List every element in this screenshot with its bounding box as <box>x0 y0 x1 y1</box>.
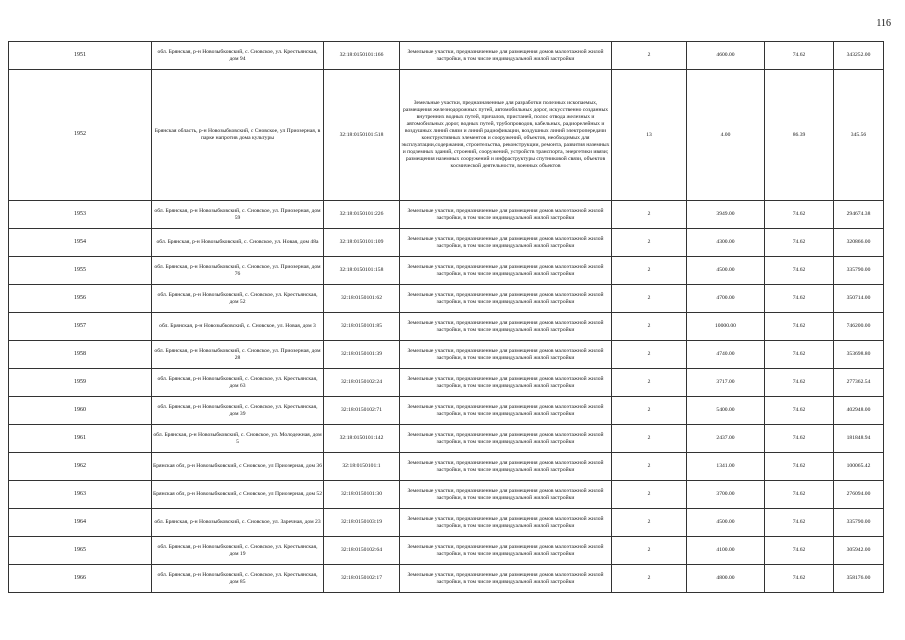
address-cell: Брянская обл, р-н Новозыбковский, с Сновское, ул Приозерная, дом 52 <box>152 481 324 509</box>
address-cell: обл. Брянская, р-н Новозыбковский, с. Сновское, ул. Новая, дом 3 <box>152 313 324 341</box>
cadastral-number-cell: 32:18:0150101:158 <box>324 257 400 285</box>
rate-cell: 86.39 <box>765 70 834 201</box>
address-cell: обл. Брянская, р-н Новозыбковский, с. Сновское, ул. Приозерная, дом 28 <box>152 341 324 369</box>
cadastral-number-cell: 32:18:0150102:71 <box>324 397 400 425</box>
row-number-cell: 1963 <box>9 481 152 509</box>
cadastral-value-cell: 305942.00 <box>834 537 884 565</box>
table-row <box>9 70 884 201</box>
cadastral-value-cell: 746200.00 <box>834 313 884 341</box>
land-purpose-cell: Земельные участки, предназначенные для размещения домов малоэтажной жилой застройки, в том числе индивидуальной жилой застройки <box>400 313 612 341</box>
table-row <box>9 425 884 453</box>
row-number-cell: 1951 <box>9 42 152 70</box>
group-cell: 2 <box>612 565 687 593</box>
address-cell: обл. Брянская, р-н Новозыбковский, с. Сновское, ул. Молодежная, дом 5 <box>152 425 324 453</box>
address-cell: Брянская обл, р-н Новозыбковский, с Сновское, ул Приозерная, дом 36 <box>152 453 324 481</box>
row-number-cell: 1956 <box>9 285 152 313</box>
row-number-cell: 1961 <box>9 425 152 453</box>
row-number-cell: 1964 <box>9 509 152 537</box>
group-cell: 2 <box>612 453 687 481</box>
area-cell: 4100.00 <box>687 537 765 565</box>
cadastral-value-cell: 343252.00 <box>834 42 884 70</box>
land-purpose-cell: Земельные участки, предназначенные для размещения домов малоэтажной жилой застройки, в том числе индивидуальной жилой застройки <box>400 229 612 257</box>
area-cell: 3717.00 <box>687 369 765 397</box>
cadastral-value-cell: 277362.54 <box>834 369 884 397</box>
row-number-cell: 1965 <box>9 537 152 565</box>
table-row <box>9 397 884 425</box>
row-number-cell: 1955 <box>9 257 152 285</box>
table-row <box>9 341 884 369</box>
cadastral-value-cell: 353698.80 <box>834 341 884 369</box>
group-cell: 13 <box>612 70 687 201</box>
page-number: 116 <box>876 18 891 29</box>
cadastral-number-cell: 32:18:0150101:30 <box>324 481 400 509</box>
group-cell: 2 <box>612 397 687 425</box>
cadastral-value-cell: 276094.00 <box>834 481 884 509</box>
group-cell: 2 <box>612 313 687 341</box>
land-purpose-cell: Земельные участки, предназначенные для размещения домов малоэтажной жилой застройки, в том числе индивидуальной жилой застройки <box>400 201 612 229</box>
row-number-cell: 1962 <box>9 453 152 481</box>
land-purpose-cell: Земельные участки, предназначенные для разработки полезных ископаемых, размещения железнодорожных путей, автомобильных дорог, искусственно созданных внутренних водных путей, причалов, пристаней, полос отвода железных и автомобильных дорог, водных путей, трубопроводов, кабельных, радиорелейных и воздушных линий связи и линий радиофикации, воздушных линий электропередачи конструктивных элементов и сооружений, объектов, необходимых для эксплуатации,содержания, строительства, реконструкции, ремонта, развития наземных и подземных зданий, строений, сооружений, устройств транспорта, энергетики ивязи; размещения наземных сооружений и инфраструктуры спутниковой связи, объектов космической деятельности, военных объектов <box>400 70 612 201</box>
rate-cell: 74.62 <box>765 509 834 537</box>
land-purpose-cell: Земельные участки, предназначенные для размещения домов малоэтажной жилой застройки, в том числе индивидуальной жилой застройки <box>400 369 612 397</box>
table-row <box>9 285 884 313</box>
group-cell: 2 <box>612 257 687 285</box>
area-cell: 10000.00 <box>687 313 765 341</box>
cadastral-number-cell: 32:18:0150101:518 <box>324 70 400 201</box>
group-cell: 2 <box>612 285 687 313</box>
group-cell: 2 <box>612 481 687 509</box>
area-cell: 4500.00 <box>687 257 765 285</box>
address-cell: обл. Брянская, р-н Новозыбковский, с. Сновское, ул. Новая, дом 48а <box>152 229 324 257</box>
area-cell: 3700.00 <box>687 481 765 509</box>
land-purpose-cell: Земельные участки, предназначенные для размещения домов малоэтажной жилой застройки, в том числе индивидуальной жилой застройки <box>400 397 612 425</box>
table-row <box>9 453 884 481</box>
cadastral-value-cell: 335790.00 <box>834 509 884 537</box>
row-number-cell: 1959 <box>9 369 152 397</box>
table-row <box>9 565 884 593</box>
table-row <box>9 481 884 509</box>
land-purpose-cell: Земельные участки, предназначенные для размещения домов малоэтажной жилой застройки, в том числе индивидуальной жилой застройки <box>400 285 612 313</box>
area-cell: 4700.00 <box>687 285 765 313</box>
cadastral-value-cell: 100065.42 <box>834 453 884 481</box>
rate-cell: 74.62 <box>765 201 834 229</box>
group-cell: 2 <box>612 425 687 453</box>
cadastral-value-cell: 402948.00 <box>834 397 884 425</box>
row-number-cell: 1957 <box>9 313 152 341</box>
group-cell: 2 <box>612 341 687 369</box>
area-cell: 3949.00 <box>687 201 765 229</box>
group-cell: 2 <box>612 42 687 70</box>
area-cell: 4.00 <box>687 70 765 201</box>
row-number-cell: 1953 <box>9 201 152 229</box>
address-cell: обл. Брянская, р-н Новозыбковский, с. Сновское, ул. Приозерная, дом 76 <box>152 257 324 285</box>
table-row <box>9 537 884 565</box>
land-purpose-cell: Земельные участки, предназначенные для размещения домов малоэтажной жилой застройки, в том числе индивидуальной жилой застройки <box>400 565 612 593</box>
rate-cell: 74.62 <box>765 481 834 509</box>
group-cell: 2 <box>612 369 687 397</box>
table-body <box>9 42 884 593</box>
table-row <box>9 313 884 341</box>
cadastral-number-cell: 32:18:0150101:62 <box>324 285 400 313</box>
cadastral-number-cell: 32:18:0150101:109 <box>324 229 400 257</box>
cadastral-value-cell: 320866.00 <box>834 229 884 257</box>
land-purpose-cell: Земельные участки, предназначенные для размещения домов малоэтажной жилой застройки, в том числе индивидуальной жилой застройки <box>400 42 612 70</box>
table-row <box>9 229 884 257</box>
address-cell: обл. Брянская, р-н Новозыбковский, с. Сновское, ул. Заречная, дом 23 <box>152 509 324 537</box>
cadastral-number-cell: 32:18:0150102:24 <box>324 369 400 397</box>
address-cell: обл. Брянская, р-н Новозыбковский, с. Сновское, ул. Крестьянская, дом 19 <box>152 537 324 565</box>
table-row <box>9 369 884 397</box>
group-cell: 2 <box>612 537 687 565</box>
cadastral-number-cell: 32:18:0150101:39 <box>324 341 400 369</box>
land-purpose-cell: Земельные участки, предназначенные для размещения домов малоэтажной жилой застройки, в том числе индивидуальной жилой застройки <box>400 481 612 509</box>
rate-cell: 74.62 <box>765 369 834 397</box>
cadastral-number-cell: 32:18:0150101:166 <box>324 42 400 70</box>
rate-cell: 74.62 <box>765 341 834 369</box>
area-cell: 4740.00 <box>687 341 765 369</box>
rate-cell: 74.62 <box>765 229 834 257</box>
cadastral-value-cell: 350714.00 <box>834 285 884 313</box>
address-cell: обл. Брянская, р-н Новозыбковский, с. Сновское, ул. Крестьянская, дом 85 <box>152 565 324 593</box>
area-cell: 4500.00 <box>687 509 765 537</box>
cadastral-value-cell: 181848.94 <box>834 425 884 453</box>
table-row <box>9 42 884 70</box>
address-cell: обл. Брянская, р-н Новозыбковский, с. Сновское, ул. Крестьянская, дом 94 <box>152 42 324 70</box>
rate-cell: 74.62 <box>765 313 834 341</box>
row-number-cell: 1960 <box>9 397 152 425</box>
cadastral-number-cell: 32:18:0150101:85 <box>324 313 400 341</box>
land-purpose-cell: Земельные участки, предназначенные для размещения домов малоэтажной жилой застройки, в том числе индивидуальной жилой застройки <box>400 453 612 481</box>
cadastral-number-cell: 32:18:0150103:19 <box>324 509 400 537</box>
address-cell: Брянская область, р-н Новозыбковский, с Сновское, ул Приозерная, в парке напротив дома культуры <box>152 70 324 201</box>
area-cell: 4800.00 <box>687 565 765 593</box>
rate-cell: 74.62 <box>765 453 834 481</box>
land-purpose-cell: Земельные участки, предназначенные для размещения домов малоэтажной жилой застройки, в том числе индивидуальной жилой застройки <box>400 257 612 285</box>
table-row <box>9 257 884 285</box>
cadastral-value-cell: 358176.00 <box>834 565 884 593</box>
group-cell: 2 <box>612 229 687 257</box>
area-cell: 1341.00 <box>687 453 765 481</box>
address-cell: обл. Брянская, р-н Новозыбковский, с. Сновское, ул. Крестьянская, дом 52 <box>152 285 324 313</box>
rate-cell: 74.62 <box>765 425 834 453</box>
table-row <box>9 201 884 229</box>
cadastral-value-cell: 335790.00 <box>834 257 884 285</box>
cadastral-value-cell: 345.56 <box>834 70 884 201</box>
land-purpose-cell: Земельные участки, предназначенные для размещения домов малоэтажной жилой застройки, в том числе индивидуальной жилой застройки <box>400 509 612 537</box>
rate-cell: 74.62 <box>765 42 834 70</box>
address-cell: обл. Брянская, р-н Новозыбковский, с. Сновское, ул. Приозерная, дом 59 <box>152 201 324 229</box>
address-cell: обл. Брянская, р-н Новозыбковский, с. Сновское, ул. Крестьянская, дом 39 <box>152 397 324 425</box>
area-cell: 4300.00 <box>687 229 765 257</box>
cadastral-value-cell: 294674.38 <box>834 201 884 229</box>
rate-cell: 74.62 <box>765 257 834 285</box>
row-number-cell: 1952 <box>9 70 152 201</box>
rate-cell: 74.62 <box>765 397 834 425</box>
rate-cell: 74.62 <box>765 565 834 593</box>
land-purpose-cell: Земельные участки, предназначенные для размещения домов малоэтажной жилой застройки, в том числе индивидуальной жилой застройки <box>400 537 612 565</box>
row-number-cell: 1954 <box>9 229 152 257</box>
area-cell: 2437.00 <box>687 425 765 453</box>
land-purpose-cell: Земельные участки, предназначенные для размещения домов малоэтажной жилой застройки, в том числе индивидуальной жилой застройки <box>400 341 612 369</box>
cadastral-number-cell: 32:18:0150101:1 <box>324 453 400 481</box>
rate-cell: 74.62 <box>765 285 834 313</box>
land-registry-table <box>8 41 884 593</box>
cadastral-number-cell: 32:18:0150101:226 <box>324 201 400 229</box>
row-number-cell: 1958 <box>9 341 152 369</box>
table-row <box>9 509 884 537</box>
cadastral-number-cell: 32:18:0150101:142 <box>324 425 400 453</box>
cadastral-number-cell: 32:18:0150102:17 <box>324 565 400 593</box>
rate-cell: 74.62 <box>765 537 834 565</box>
cadastral-number-cell: 32:18:0150102:64 <box>324 537 400 565</box>
address-cell: обл. Брянская, р-н Новозыбковский, с. Сновское, ул. Крестьянская, дом 63 <box>152 369 324 397</box>
group-cell: 2 <box>612 509 687 537</box>
area-cell: 4600.00 <box>687 42 765 70</box>
row-number-cell: 1966 <box>9 565 152 593</box>
area-cell: 5400.00 <box>687 397 765 425</box>
land-purpose-cell: Земельные участки, предназначенные для размещения домов малоэтажной жилой застройки, в том числе индивидуальной жилой застройки <box>400 425 612 453</box>
group-cell: 2 <box>612 201 687 229</box>
